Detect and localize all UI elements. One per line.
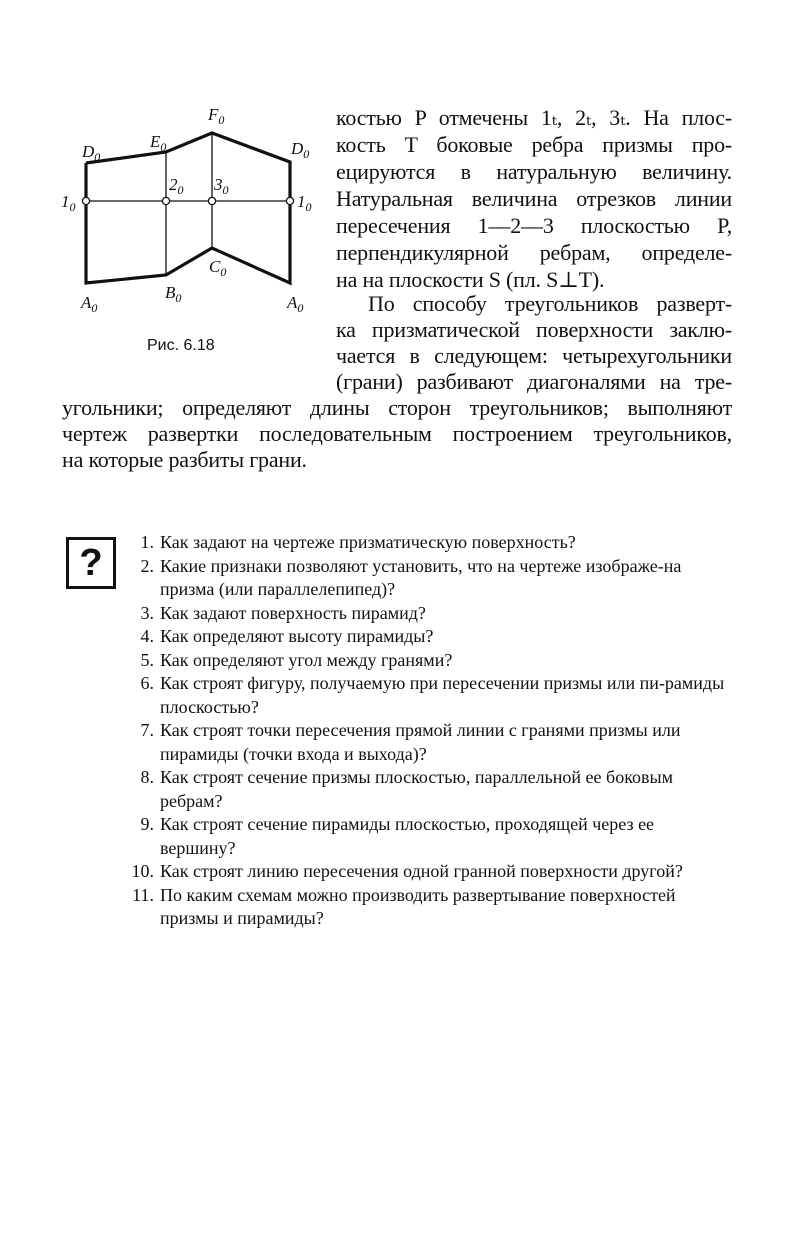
list-item [128,860,732,884]
question-text: Как строят фигуру, получаемую при пересечении призмы или пи-рамиды плоскостью? [160,673,725,717]
label-c0: $C_0$ [209,257,227,279]
question-text: Как определяют высоту пирамиды? [160,626,434,646]
label-2: $2_0$ [169,175,184,197]
list-item [128,719,732,766]
text-line: костью P отмечены 1ₜ, 2ₜ, 3ₜ. На плос- [336,105,732,130]
list-item [128,602,732,626]
text-line: ецируются в натуральную величину. [336,159,732,184]
label-d0-right: $D_0$ [291,139,310,161]
point-3 [208,197,215,204]
text-line: По способу треугольников разверт- [368,291,732,316]
question-text: Как строят точки пересечения прямой линии с гранями призмы или пирамиды (точки входа и выхода)? [160,720,681,764]
label-3: $3_0$ [214,175,229,197]
question-number: 9. [140,814,154,834]
list-item [128,813,732,860]
text-line: на которые разбиты грани. [62,447,307,472]
text-line: пересечения 1—2—3 плоскостью P, [336,213,732,238]
text-line: на на плоскости S (пл. S⊥T). [336,267,605,292]
list-item [128,531,732,555]
label-1-right: $1_0$ [297,192,312,214]
question-number: 2. [140,555,154,576]
top-edge [86,133,290,283]
question-mark-box [66,537,116,589]
text-line: чертеж развертки последовательным построением треугольников, [62,421,732,446]
text-line: кость T боковые ребра призмы про- [336,132,732,157]
label-e0: $E_0$ [150,132,167,154]
question-text: Какие признаки позволяют установить, что на чертеже изображе-на призма (или параллелепипед)? [160,555,682,599]
questions-list [128,531,732,931]
list-item [128,555,732,602]
question-text: Как строят сечение призмы плоскостью, параллельной ее боковым ребрам? [160,767,674,811]
text-line: Натуральная величина отрезков линии [336,186,732,211]
question-text: Как задают поверхность пирамид? [160,602,426,623]
list-item [128,649,732,673]
text-line: (грани) разбивают диагоналями на тре- [336,369,732,394]
question-text: По каким схемам можно производить развертывание поверхностей призмы и пирамиды? [160,884,676,928]
label-1-left: $1_0$ [61,192,76,214]
label-d0-left: $D_0$ [82,142,101,164]
question-number: 1. [140,532,154,552]
question-text: Как определяют угол между гранями? [160,649,453,670]
prism-development-drawing [55,100,325,325]
text-line: ка призматической поверхности заклю- [336,317,732,342]
question-text: Как строят сечение пирамиды плоскостью, проходящей через ее вершину? [160,814,655,858]
label-a0-left: $A_0$ [81,293,98,315]
label-a0-right: $A_0$ [287,293,304,315]
question-mark-icon: ? [79,542,103,584]
question-text: Как задают на чертеже призматическую поверхность? [160,532,576,552]
text-line: угольники; определяют длины сторон треугольников; выполняют [62,395,732,420]
list-item [128,625,732,649]
figure-caption: Рис. 6.18 [147,337,215,354]
point-1-right [286,197,293,204]
development-figure [55,100,325,325]
list-item [128,672,732,719]
list-item [128,766,732,813]
question-number: 11. [132,884,154,905]
question-number: 5. [140,649,154,670]
label-f0: $F_0$ [208,105,225,127]
point-2 [162,197,169,204]
question-number: 4. [140,626,154,646]
question-text: Как строят линию пересечения одной гранной поверхности другой? [160,861,683,881]
list-item [128,884,732,931]
question-number: 10. [131,861,154,881]
question-number: 6. [140,673,154,693]
question-number: 3. [140,602,154,623]
text-line: перпендикулярной ребрам, определе- [336,240,732,265]
text-line: чается в следующем: четырехугольники [336,343,732,368]
question-number: 7. [140,720,154,740]
question-number: 8. [140,767,154,787]
point-1-left [82,197,89,204]
label-b0: $B_0$ [165,283,182,305]
